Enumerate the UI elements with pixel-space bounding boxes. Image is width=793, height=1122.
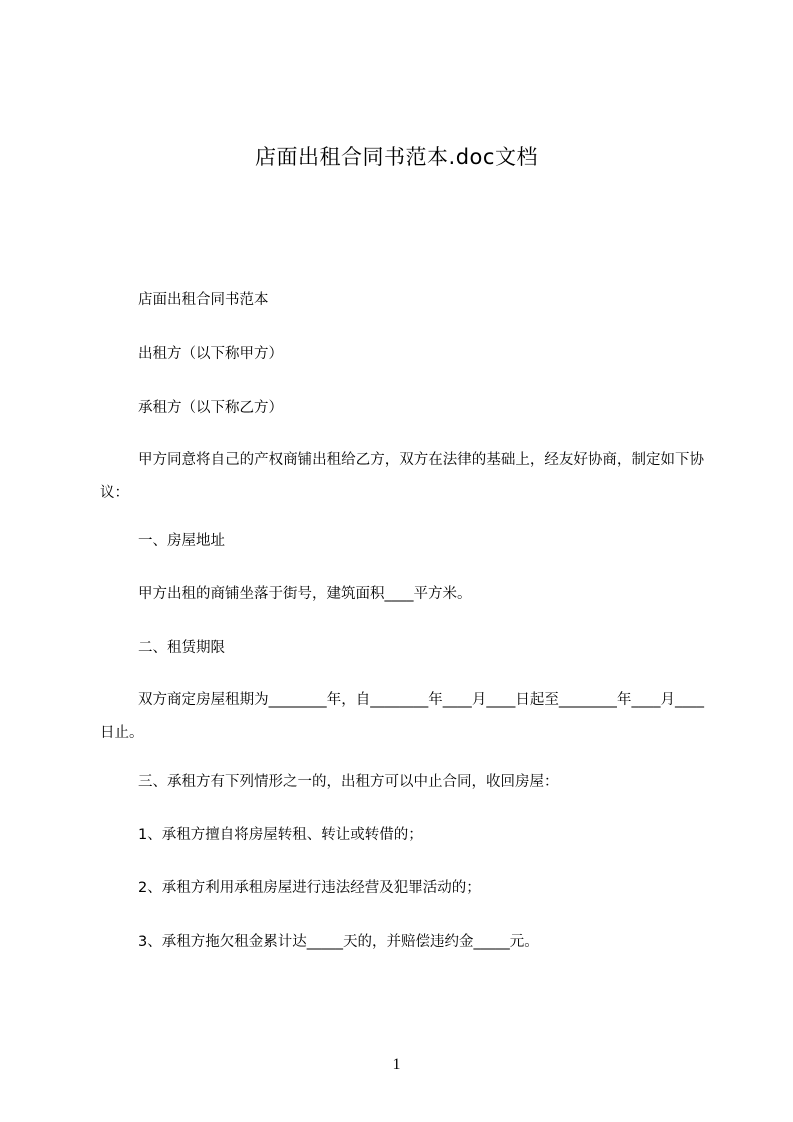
section-1-title: 一、房屋地址 [138, 533, 225, 549]
section-1-body: 甲方出租的商铺坐落于街号，建筑面积____平方米。 [138, 586, 472, 602]
section-3-title: 三、承租方有下列情形之一的，出租方可以中止合同，收回房屋： [138, 774, 559, 790]
lessee-line: 承租方（以下称乙方） [138, 400, 283, 416]
section-3-item-3: 3、承租方拖欠租金累计达_____天的，并赔偿违约金_____元。 [138, 934, 539, 950]
agreement-paragraph: 甲方同意将自己的产权商铺出租给乙方，双方在法律的基础上，经友好协商，制定如下协议： [100, 452, 704, 501]
contract-heading: 店面出租合同书范本 [138, 292, 269, 308]
lessor-line: 出租方（以下称甲方） [138, 346, 283, 362]
page-number: 1 [392, 1056, 401, 1073]
section-3-item-2: 2、承租方利用承租房屋进行违法经营及犯罪活动的； [138, 880, 481, 896]
section-3-item-1: 1、承租方擅自将房屋转租、转让或转借的； [138, 827, 423, 843]
section-2-body: 双方商定房屋租期为________年，自________年____月____日起至________年____月____日止。 [100, 692, 704, 741]
document-title: 店面出租合同书范本.doc文档 [255, 145, 538, 169]
section-2-title: 二、租赁期限 [138, 640, 225, 656]
